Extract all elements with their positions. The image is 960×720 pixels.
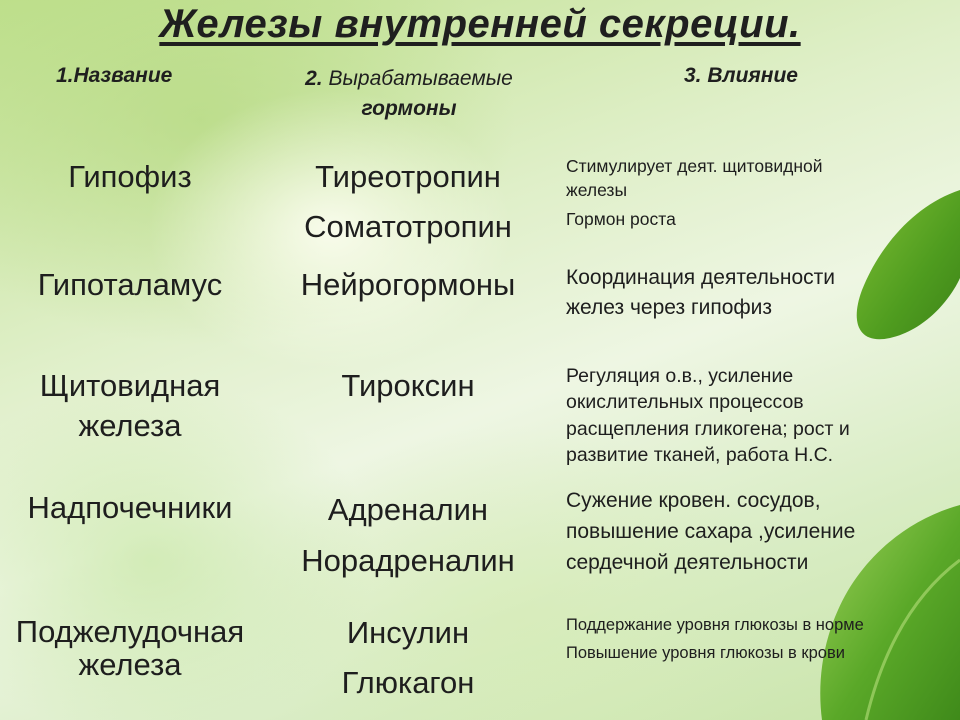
effect-pituitary-line-1: Стимулирует деят. щитовидной bbox=[566, 156, 823, 176]
gland-name-pituitary: Гипофиз bbox=[68, 159, 192, 194]
effect-pancreas-line-1: Поддержание уровня глюкозы в норме bbox=[566, 616, 864, 634]
effect-thyroid-line-1: Регуляция о.в., усиление bbox=[566, 365, 794, 387]
gland-name-pancreas-line-2: железа bbox=[78, 647, 182, 682]
column-header-hormones-number: 2. bbox=[305, 67, 323, 90]
effect-pituitary-line-3: Гормон роста bbox=[566, 209, 676, 229]
hormone-adrenaline: Адреналин bbox=[327, 492, 489, 527]
hormone-noradrenaline: Норадреналин bbox=[301, 543, 515, 578]
effect-pituitary-line-2: железы bbox=[566, 180, 628, 200]
effect-hypothalamus-line-1: Координация деятельности bbox=[566, 266, 836, 289]
column-header-hormones-text-b: гормоны bbox=[361, 97, 457, 120]
gland-name-adrenals: Надпочечники bbox=[27, 490, 233, 525]
gland-name-thyroid-line-1: Щитовидная bbox=[39, 368, 221, 403]
column-header-name: 1.Название bbox=[56, 64, 173, 87]
hormone-somatotropin: Соматотропин bbox=[304, 209, 512, 244]
effect-thyroid-line-4: развитие тканей, работа Н.С. bbox=[566, 444, 834, 466]
gland-name-thyroid-line-2: железа bbox=[78, 408, 182, 443]
hormone-glucagon: Глюкагон bbox=[341, 665, 475, 700]
hormone-insulin: Инсулин bbox=[346, 615, 470, 650]
hormone-neurohormones: Нейрогормоны bbox=[300, 267, 516, 302]
effect-thyroid-line-2: окислительных процессов bbox=[566, 391, 804, 413]
effect-thyroid-line-3: расщепления гликогена; рост и bbox=[566, 418, 850, 440]
effect-adrenals-line-2: повышение сахара ,усиление bbox=[566, 520, 856, 543]
column-header-hormones bbox=[276, 64, 542, 124]
effect-hypothalamus-line-2: желез через гипофиз bbox=[566, 296, 773, 319]
effect-adrenals-line-3: сердечной деятельности bbox=[566, 551, 809, 574]
gland-name-hypothalamus: Гипоталамус bbox=[37, 267, 223, 302]
hormone-thyroxine: Тироксин bbox=[341, 368, 475, 403]
gland-name-pancreas-line-1: Поджелудочная bbox=[15, 614, 245, 649]
column-header-hormones-text-a: Вырабатываемые bbox=[322, 67, 513, 90]
column-header-effect: 3. Влияние bbox=[684, 64, 798, 87]
effect-adrenals-line-1: Сужение кровен. сосудов, bbox=[566, 489, 821, 512]
effect-pancreas-line-2: Повышение уровня глюкозы в крови bbox=[566, 644, 845, 662]
hormone-thyrotropin: Тиреотропин bbox=[315, 159, 501, 194]
page-title: Железы внутренней секреции. bbox=[159, 2, 801, 46]
